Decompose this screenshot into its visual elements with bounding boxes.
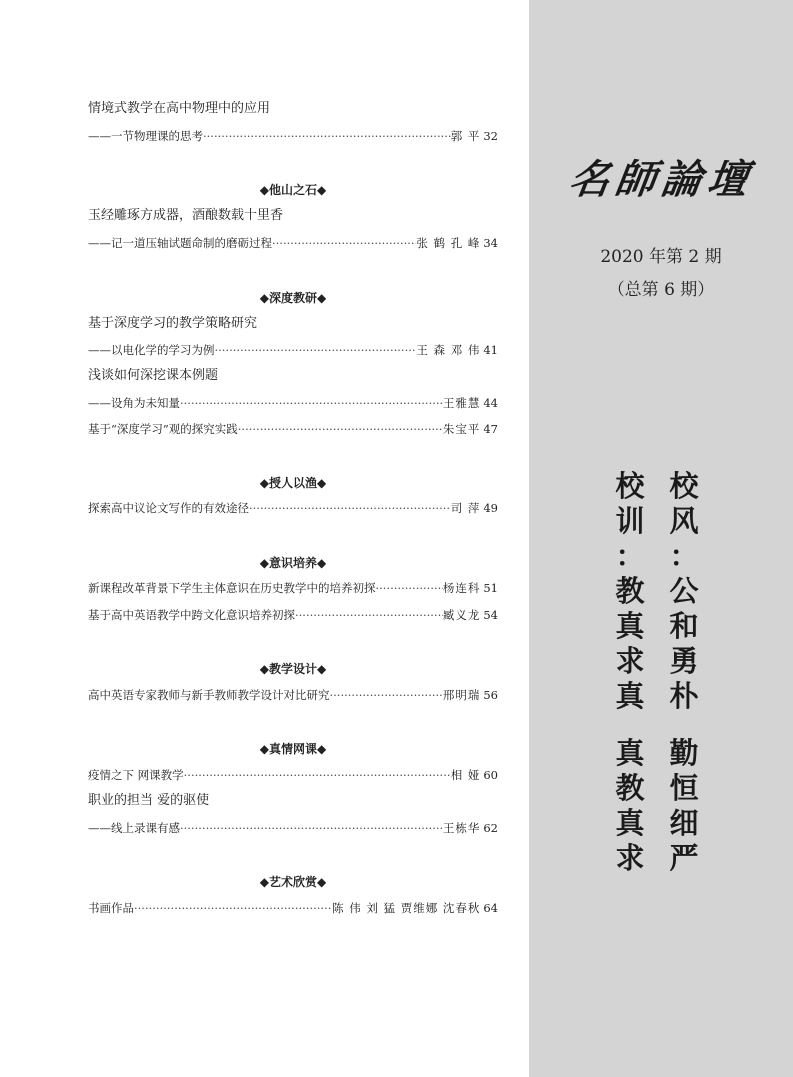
toc-entry <box>88 420 498 438</box>
toc-title: 情境式教学在高中物理中的应用 <box>88 101 271 116</box>
toc-title: 基于深度学习的教学策略研究 <box>88 316 258 331</box>
toc-entry-page: 54 <box>483 608 498 622</box>
toc-entry-page: 47 <box>483 422 498 436</box>
motto-char: 校 <box>615 469 645 503</box>
motto-char: 校 <box>669 469 699 503</box>
toc-entry-page: 44 <box>483 396 498 410</box>
motto-char: 教 <box>615 771 645 805</box>
motto-char: 求 <box>615 644 645 678</box>
total-issue-number: （总第 6 期） <box>607 280 715 300</box>
toc-entry-text: 基于“深度学习”观的探究实践 <box>88 422 238 436</box>
toc-title: 职业的担当 爱的驱使 <box>88 793 210 808</box>
toc-entry-author: 相 娅 <box>450 768 481 782</box>
section-heading: ◆深度教研◆ <box>259 291 327 305</box>
motto-char: 勇 <box>669 644 699 678</box>
toc-entry <box>88 394 498 412</box>
motto-char: 恒 <box>669 771 699 805</box>
school-motto-column <box>610 469 650 876</box>
toc-entry-author: 王雅慧 <box>442 396 481 410</box>
dot-leader <box>134 899 332 917</box>
toc-entry-text: ——一节物理课的思考 <box>88 129 203 143</box>
toc-entry <box>88 579 498 597</box>
motto-char: 严 <box>669 841 699 875</box>
toc-entry-text: 基于高中英语教学中跨文化意识培养初探 <box>88 608 295 622</box>
motto-char: 真 <box>615 609 645 643</box>
motto-char: 公 <box>669 574 699 608</box>
motto-char: 真 <box>615 806 645 840</box>
toc-entry-author: 王栋华 <box>442 821 481 835</box>
motto-char: 真 <box>615 679 645 713</box>
toc-entry-author: 郭 平 <box>450 129 481 143</box>
toc-entry <box>88 234 498 252</box>
toc-entry-text: 新课程改革背景下学生主体意识在历史教学中的培养初探 <box>88 581 376 595</box>
toc-title: 玉经雕琢方成器，酒酿数载十里香 <box>88 208 284 223</box>
motto-char: 勤 <box>669 736 699 770</box>
motto-char: 教 <box>615 574 645 608</box>
dot-leader <box>203 127 451 145</box>
motto-gap <box>664 714 704 736</box>
toc-entry <box>88 899 498 917</box>
toc-entry-author: 臧义龙 <box>442 608 481 622</box>
section-heading: ◆他山之石◆ <box>259 183 327 197</box>
toc-entry <box>88 819 498 837</box>
school-style-column <box>664 469 704 876</box>
toc-entry-page: 60 <box>483 768 498 782</box>
toc-entry-text: 书画作品 <box>88 901 134 915</box>
dot-leader <box>180 394 443 412</box>
dot-leader <box>249 499 451 517</box>
motto-char: 训 <box>615 504 645 538</box>
toc-title: 浅谈如何深挖课本例题 <box>88 368 219 383</box>
toc-entry-page: 51 <box>483 581 498 595</box>
dot-leader <box>215 341 417 359</box>
toc-entry-page: 32 <box>483 129 498 143</box>
toc-entry-author: 杨连科 <box>442 581 481 595</box>
dot-leader <box>272 234 416 252</box>
toc-entry-text: 高中英语专家教师与新手教师教学设计对比研究 <box>88 688 330 702</box>
toc-entry-page: 49 <box>483 501 498 515</box>
magazine-title: 名師論壇 <box>566 156 757 203</box>
section-heading: ◆教学设计◆ <box>259 662 327 676</box>
dot-leader <box>330 686 443 704</box>
toc-entry <box>88 127 498 145</box>
dot-leader <box>238 420 443 438</box>
motto-char: 求 <box>615 841 645 875</box>
section-heading: ◆意识培养◆ <box>259 556 327 570</box>
toc-entry-author: 邢明瑞 <box>442 688 481 702</box>
dot-leader <box>376 579 443 597</box>
toc-entry-author: 朱宝平 <box>442 422 481 436</box>
toc-entry-page: 34 <box>483 236 498 250</box>
toc-entry <box>88 686 498 704</box>
motto-char: ： <box>669 539 699 573</box>
toc-entry-page: 41 <box>483 343 498 357</box>
dot-leader <box>184 766 451 784</box>
dot-leader <box>180 819 443 837</box>
toc-entry-text: ——设角为未知量 <box>88 396 180 410</box>
toc-entry-text: 疫情之下 网课教学 <box>88 768 184 782</box>
toc-entry <box>88 766 498 784</box>
issue-number: 2020 年第 2 期 <box>600 247 722 267</box>
toc-entry <box>88 341 498 359</box>
toc-entry <box>88 606 498 624</box>
toc-entry-text: ——以电化学的学习为例 <box>88 343 215 357</box>
section-heading: ◆授人以渔◆ <box>259 476 327 490</box>
toc-entry-author: 司 萍 <box>450 501 481 515</box>
motto-char: 朴 <box>669 679 699 713</box>
motto-char: 和 <box>669 609 699 643</box>
toc-entry-page: 56 <box>483 688 498 702</box>
section-heading: ◆真情网课◆ <box>259 742 327 756</box>
toc-entry-author: 王 森 邓 伟 <box>416 343 481 357</box>
toc-entry-text: ——记一道压轴试题命制的磨砺过程 <box>88 236 272 250</box>
toc-entry-text: 探索高中议论文写作的有效途径 <box>88 501 249 515</box>
motto-char: 真 <box>615 736 645 770</box>
toc-entry-author: 张 鹤 孔 峰 <box>416 236 481 250</box>
toc-entry-page: 62 <box>483 821 498 835</box>
toc-entry-page: 64 <box>483 901 498 915</box>
toc-entry-author: 陈 伟 刘 猛 贾维娜 沈春秋 <box>332 901 481 915</box>
dot-leader <box>295 606 443 624</box>
toc-entry-text: ——线上录课有感 <box>88 821 180 835</box>
motto-char: ： <box>615 539 645 573</box>
motto-char: 细 <box>669 806 699 840</box>
section-heading: ◆艺术欣赏◆ <box>259 875 327 889</box>
motto-char: 风 <box>669 504 699 538</box>
motto-gap <box>610 714 650 736</box>
toc-entry <box>88 499 498 517</box>
